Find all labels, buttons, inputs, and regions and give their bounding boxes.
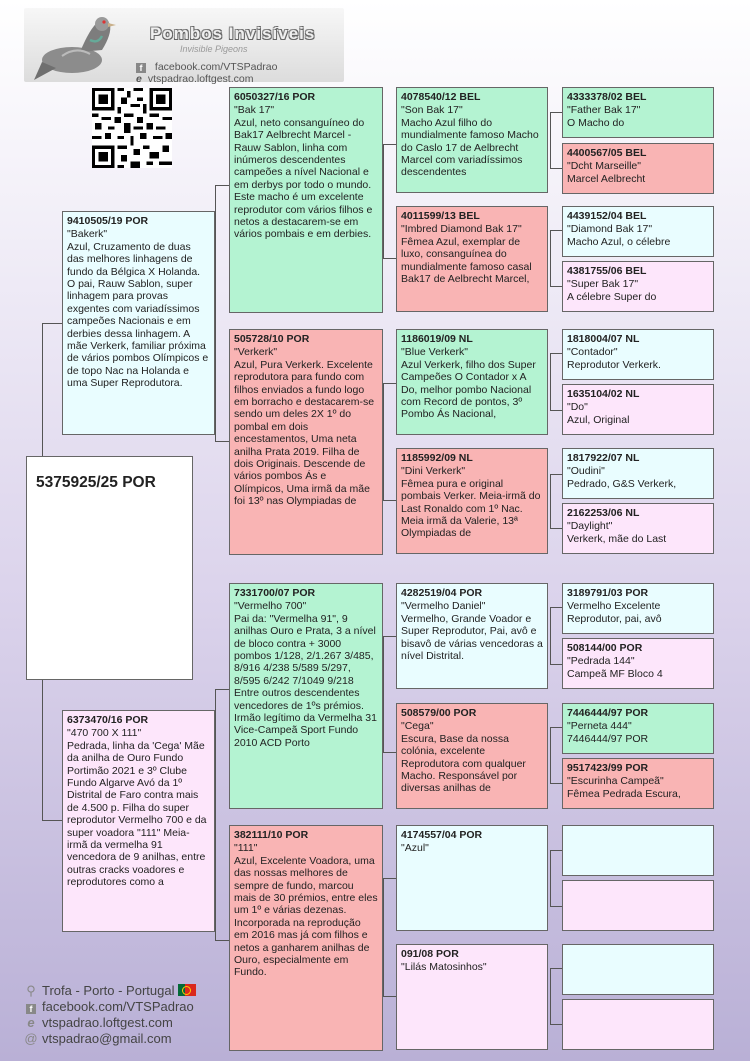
connector bbox=[550, 1024, 562, 1025]
connector bbox=[550, 112, 562, 113]
bird-description: Azul, Cruzamento de duas das melhores linhagens de fundo da Bélgica X Holanda. O pai, Rauw Sablon, super linhagem para provas exgentes com variadíssimos campeões Nacionais e em derbies dessa linhagem. A mãe Verkerk, familiar próxima de vários pombos Olímpicos e de topo Nac na Holanda e uma Super Reprodutora. bbox=[67, 240, 209, 390]
connector bbox=[550, 783, 562, 784]
bird-description: Macho Azul filho do mundialmente famoso Macho do Caslo 17 de Aelbrecht Marcel com variadíssimos descendentes bbox=[401, 116, 539, 179]
connector bbox=[383, 258, 396, 259]
connector bbox=[550, 850, 551, 906]
bird-name: "Verkerk" bbox=[234, 346, 278, 359]
bird-description: A célebre Super do bbox=[567, 290, 657, 303]
connector bbox=[550, 968, 551, 1024]
web-e-icon: e bbox=[136, 73, 142, 85]
dam-dam-box[interactable] bbox=[229, 825, 383, 1051]
bird-description: Azul Verkerk, filho dos Super Campeões O Contador x A Do, melhor pombo Nacional com Record de pontos, 3º Pombo Ás Nacional, bbox=[401, 358, 536, 421]
portugal-flag-icon bbox=[178, 984, 196, 996]
site-link-text: vtspadrao.loftgest.com bbox=[147, 73, 254, 85]
footer-site[interactable] bbox=[24, 1015, 173, 1030]
connector bbox=[550, 286, 562, 287]
site-link[interactable] bbox=[136, 73, 259, 85]
gen3-box[interactable] bbox=[396, 448, 548, 554]
bird-name: "Escurinha Campeã" bbox=[567, 775, 664, 788]
web-e-icon: e bbox=[27, 1015, 35, 1030]
ring-number: 1818004/07 NL bbox=[567, 333, 640, 345]
sire-box[interactable] bbox=[62, 211, 215, 435]
ring-number: 9410505/19 POR bbox=[67, 215, 149, 227]
facebook-link-text: facebook.com/VTSPadrao bbox=[154, 61, 278, 73]
connector bbox=[383, 383, 384, 500]
connector bbox=[550, 168, 562, 169]
facebook-text: facebook.com/VTSPadrao bbox=[42, 999, 194, 1014]
facebook-icon: f bbox=[136, 63, 146, 73]
footer-email[interactable] bbox=[24, 1031, 172, 1046]
ring-number: 9517423/99 POR bbox=[567, 762, 649, 774]
gen4-box[interactable] bbox=[562, 384, 714, 435]
connector bbox=[383, 878, 396, 879]
bird-description: Fêmea pura e original pombais Verker. Meia-irmã do Last Ronaldo com 1º Nac. Meia irmã da Valerie, 13ª Olympiadas de bbox=[401, 477, 541, 540]
ring-number: 091/08 POR bbox=[401, 948, 459, 960]
ring-number: 4333378/02 BEL bbox=[567, 91, 647, 103]
pigeon-logo-icon bbox=[32, 10, 128, 82]
connector bbox=[550, 968, 562, 969]
gen4-box-empty[interactable] bbox=[562, 999, 714, 1050]
connector bbox=[383, 878, 384, 996]
bird-name: "Son Bak 17" bbox=[401, 104, 463, 117]
ring-number: 4282519/04 POR bbox=[401, 587, 483, 599]
gen4-box-empty[interactable] bbox=[562, 880, 714, 931]
qr-code[interactable] bbox=[92, 88, 172, 168]
connector bbox=[550, 906, 562, 907]
ring-number: 6373470/16 POR bbox=[67, 714, 149, 726]
bird-name: "Imbred Diamond Bak 17" bbox=[401, 223, 522, 236]
connector bbox=[215, 940, 229, 941]
bird-name: "Azul" bbox=[401, 842, 429, 855]
connector bbox=[383, 144, 384, 258]
bird-description: Reprodutor Verkerk. bbox=[567, 358, 661, 371]
bird-name: "Bakerk" bbox=[67, 228, 108, 241]
connector bbox=[215, 185, 229, 186]
gen4-box-empty[interactable] bbox=[562, 825, 714, 876]
connector bbox=[550, 230, 562, 231]
bird-name: "Oudini" bbox=[567, 465, 605, 478]
gen4-box[interactable] bbox=[562, 503, 714, 554]
ring-number: 7446444/97 POR bbox=[567, 707, 649, 719]
connector bbox=[215, 441, 229, 442]
connector bbox=[550, 410, 562, 411]
ring-number: 1635104/02 NL bbox=[567, 388, 640, 400]
gen4-box[interactable] bbox=[562, 583, 714, 634]
connector bbox=[550, 112, 551, 168]
connector bbox=[42, 323, 43, 456]
bird-description: Vermelho, Grande Voador e Super Reprodutor, Pai, avô e bisavô de várias vencedoras a nível Distrital. bbox=[401, 612, 543, 663]
connector bbox=[550, 353, 551, 410]
bird-description: Reprodutor, pai, avô bbox=[567, 612, 662, 625]
connector bbox=[215, 689, 216, 940]
bird-description: Fêmea Azul, exemplar de luxo, consanguínea do mundialmente famoso casal Bak17 de Aelbrecht Marcel, bbox=[401, 235, 532, 286]
connector bbox=[550, 607, 551, 664]
connector bbox=[383, 144, 396, 145]
bird-name: "Dcht Marseille" bbox=[567, 160, 641, 173]
connector bbox=[383, 996, 396, 997]
gen3-box[interactable] bbox=[396, 944, 548, 1050]
ring-number: 4174557/04 POR bbox=[401, 829, 483, 841]
ring-number: 4439152/04 BEL bbox=[567, 210, 647, 222]
bird-description: Azul, neto consanguíneo do Bak17 Aelbrecht Marcel - Rauw Sablon, linha com inúmeros descendentes campeões a nível Nacional e em derbys por todo o mundo. Este macho é um excelente reprodutor com vários filhos e netos a destacarem-se em vários pombais e em derbies. bbox=[234, 116, 373, 241]
connector bbox=[550, 353, 562, 354]
sire-sire-box[interactable] bbox=[229, 87, 383, 313]
connector bbox=[383, 636, 396, 637]
bird-name: "Super Bak 17" bbox=[567, 278, 639, 291]
facebook-icon: f bbox=[24, 999, 38, 1014]
connector bbox=[550, 528, 562, 529]
ring-number: 508579/00 POR bbox=[401, 707, 477, 719]
connector bbox=[215, 185, 216, 441]
bird-name: Vermelho Excelente bbox=[567, 600, 661, 613]
bird-description: Fêmea Pedrada Escura, bbox=[567, 787, 681, 800]
bird-name: "Pedrada 144" bbox=[567, 655, 635, 668]
connector bbox=[550, 727, 551, 783]
connector bbox=[550, 664, 562, 665]
bird-name: "Father Bak 17" bbox=[567, 104, 641, 117]
connector bbox=[550, 727, 562, 728]
bird-name: "Cega" bbox=[401, 720, 434, 733]
footer-facebook[interactable] bbox=[24, 999, 194, 1014]
connector bbox=[42, 680, 43, 820]
bird-name: "Lilás Matosinhos" bbox=[401, 961, 487, 974]
connector bbox=[383, 383, 396, 384]
bird-description: Pai da: "Vermelha 91", 9 anilhas Ouro e Prata, 3 a nível de bloco contra + 3000 pombos 1/128, 2/1.267 3/485, 8/916 4/238 5/589 5/297, 8/595 6/242 7/1049 9/218 Entre outros descendentes vencedores de 1ºs prémios. Irmão legítimo da Vermelha 31 Vice-Campeã Sport Fundo 2010 ACD Porto bbox=[234, 612, 377, 749]
gen4-box[interactable] bbox=[562, 758, 714, 809]
site-text: vtspadrao.loftgest.com bbox=[42, 1015, 173, 1030]
subject-ring: 5375925/25 POR bbox=[36, 474, 156, 491]
connector bbox=[550, 607, 562, 608]
connector bbox=[42, 820, 62, 821]
bird-name: "Contador" bbox=[567, 346, 618, 359]
bird-name: "Dini Verkerk" bbox=[401, 465, 466, 478]
ring-number: 2162253/06 NL bbox=[567, 507, 640, 519]
connector bbox=[550, 230, 551, 286]
bird-name: "Perneta 444" bbox=[567, 720, 632, 733]
gen4-box[interactable] bbox=[562, 329, 714, 380]
header-banner bbox=[24, 8, 344, 85]
ring-number: 4381755/06 BEL bbox=[567, 265, 647, 277]
brand-subtitle: Invisible Pigeons bbox=[180, 44, 248, 54]
ring-number: 1817922/07 NL bbox=[567, 452, 640, 464]
email-text: vtspadrao@gmail.com bbox=[42, 1031, 172, 1046]
gen3-box[interactable] bbox=[396, 329, 548, 435]
connector bbox=[383, 500, 396, 501]
ring-number: 4078540/12 BEL bbox=[401, 91, 481, 103]
bird-name: "Blue Verkerk" bbox=[401, 346, 468, 359]
bird-description: Marcel Aelbrecht bbox=[567, 172, 646, 185]
gen4-box[interactable] bbox=[562, 261, 714, 312]
connector bbox=[42, 323, 62, 324]
gen4-box[interactable] bbox=[562, 87, 714, 138]
ring-number: 1185992/09 NL bbox=[401, 452, 473, 464]
bird-name: "111" bbox=[234, 842, 258, 855]
ring-number: 3189791/03 POR bbox=[567, 587, 649, 599]
brand-title: Pombos Invisíveis bbox=[150, 24, 316, 43]
at-sign-icon: @ bbox=[24, 1031, 38, 1046]
bird-description: Pedrada, linha da 'Cega' Mãe da anilha de Ouro Fundo Portimão 2021 e 3º Clube Fundo Algarve Avó da 1º Distrital de Faro contra mais de 4.500 p. Filha do super reprodutor Vermelho 700 e da super voadora "111" Meia-irmã da vermelha 91 vencedora de 9 anilhas, entre outras cracks voadores e reprodutores como a bbox=[67, 739, 207, 889]
ring-number: 382111/10 POR bbox=[234, 829, 309, 841]
gen3-box[interactable] bbox=[396, 206, 548, 312]
ring-number: 1186019/09 NL bbox=[401, 333, 473, 345]
ring-number: 505728/10 POR bbox=[234, 333, 310, 345]
bird-name: "Vermelho 700" bbox=[234, 600, 307, 613]
bird-description: Azul, Original bbox=[567, 413, 630, 426]
ring-number: 4400567/05 BEL bbox=[567, 147, 647, 159]
ring-number: 7331700/07 POR bbox=[234, 587, 316, 599]
gen4-box[interactable] bbox=[562, 206, 714, 257]
gen4-box-empty[interactable] bbox=[562, 944, 714, 995]
gen4-box[interactable] bbox=[562, 703, 714, 754]
gen4-box[interactable] bbox=[562, 638, 714, 689]
gen3-box[interactable] bbox=[396, 825, 548, 931]
bird-description: 7446444/97 POR bbox=[567, 732, 649, 745]
sire-dam-box[interactable] bbox=[229, 329, 383, 555]
bird-name: "Vermelho Daniel" bbox=[401, 600, 486, 613]
location-text: Trofa - Porto - Portugal bbox=[42, 983, 175, 998]
bird-name: "470 700 X 111" bbox=[67, 727, 142, 740]
bird-name: "Do" bbox=[567, 401, 588, 414]
bird-description: Azul, Pura Verkerk. Excelente reprodutora para fundo com filhos enviados a fundo logo em borracho e destacarem-se sendo um deles 2X 1º do pombal em dois encestamentos, Uma neta anilha Prata 2019. Filha de dois Originais. Descende de vários pombos Ás e Olímpicos, Uma irmã da mãe foi 13º nas Olympiadas de bbox=[234, 358, 375, 508]
bird-description: Pedrado, G&S Verkerk, bbox=[567, 477, 677, 490]
bird-description: Macho Azul, o célebre bbox=[567, 235, 671, 248]
facebook-link[interactable] bbox=[136, 61, 284, 73]
bird-description: Escura, Base da nossa colónia, excelente Reprodutora com qualquer Macho. Responsável por diversas anilhas de bbox=[401, 732, 526, 795]
bird-name: "Daylight" bbox=[567, 520, 613, 533]
gen3-box[interactable] bbox=[396, 703, 548, 809]
connector bbox=[550, 474, 562, 475]
ring-number: 508144/00 POR bbox=[567, 642, 643, 654]
bird-description: Verkerk, mãe do Last bbox=[567, 532, 667, 545]
dam-sire-box[interactable] bbox=[229, 583, 383, 809]
bird-description: Azul, Excelente Voadora, uma das nossas melhores de sempre de fundo, marcou mais de 30 prémios, entre eles um 1º e várias dezenas. Incorporada na reprodução em 2016 mas já com filhos e netos a ganharem anilhas de Ouro, especialmente em Fundo. bbox=[234, 854, 378, 979]
bird-description: O Macho do bbox=[567, 116, 625, 129]
footer-location bbox=[24, 983, 196, 999]
bird-name: "Bak 17" bbox=[234, 104, 275, 117]
bird-description: Campeã MF Bloco 4 bbox=[567, 667, 663, 680]
gen4-box[interactable] bbox=[562, 143, 714, 194]
location-pin-icon: ⚲ bbox=[26, 983, 36, 998]
connector bbox=[383, 636, 384, 752]
gen3-box[interactable] bbox=[396, 87, 548, 193]
connector bbox=[550, 474, 551, 528]
ring-number: 4011599/13 BEL bbox=[401, 210, 480, 222]
gen3-box[interactable] bbox=[396, 583, 548, 689]
bird-name: "Diamond Bak 17" bbox=[567, 223, 653, 236]
connector bbox=[550, 850, 562, 851]
ring-number: 6050327/16 POR bbox=[234, 91, 316, 103]
gen4-box[interactable] bbox=[562, 448, 714, 499]
brand-links bbox=[136, 61, 344, 85]
qr-code-icon bbox=[92, 88, 172, 168]
connector bbox=[215, 689, 229, 690]
connector bbox=[383, 752, 396, 753]
dam-box[interactable] bbox=[62, 710, 215, 932]
